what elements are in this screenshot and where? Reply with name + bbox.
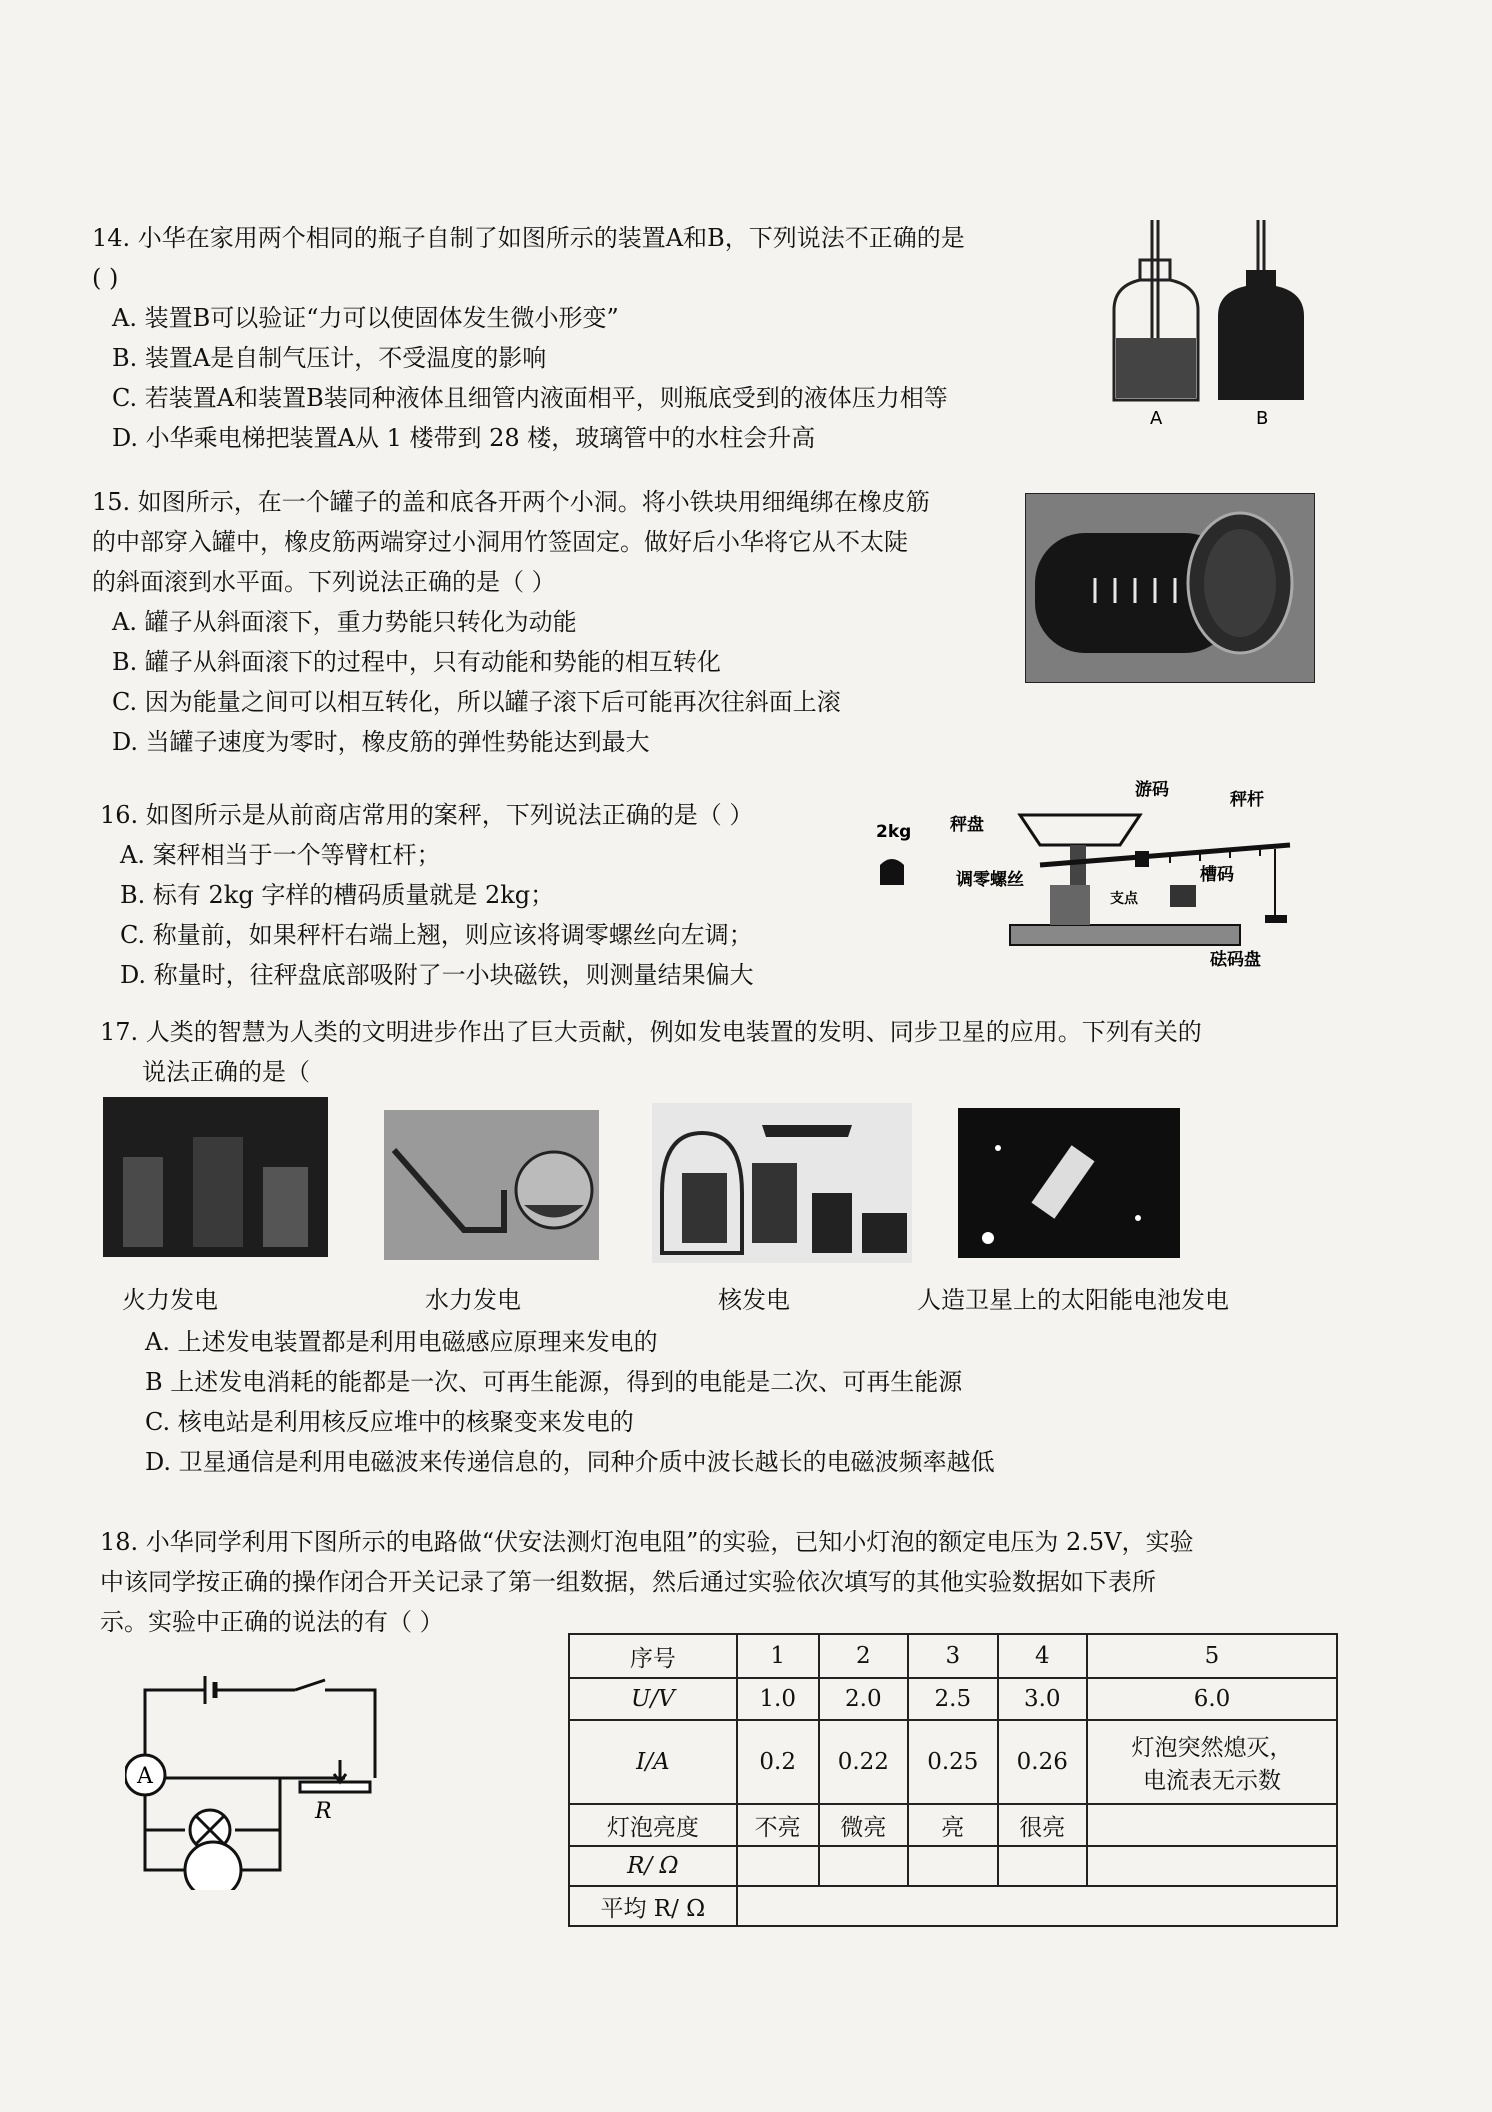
caption-hydro-power: 水力发电	[425, 1286, 521, 1314]
q16-option-b: B. 标有 2kg 字样的槽码质量就是 2kg；	[120, 881, 555, 909]
table-cell: 2.5	[908, 1678, 997, 1720]
caption-solar-satellite: 人造卫星上的太阳能电池发电	[917, 1286, 1229, 1314]
ammeter-label: A	[137, 1764, 153, 1789]
i5-line-1: 灯泡突然熄灭，	[1131, 1735, 1293, 1761]
voltmeter-icon	[185, 1842, 241, 1890]
table-cell: 1	[737, 1634, 819, 1678]
q16-option-d: D. 称量时，往秤盘底部吸附了一小块磁铁，则测量结果偏大	[120, 961, 754, 989]
q14-stem: 14. 小华在家用两个相同的瓶子自制了如图所示的装置A和B，下列说法不正确的是	[92, 224, 965, 252]
q14-option-c: C. 若装置A和装置B装同种液体且细管内液面相平，则瓶底受到的液体压力相等	[112, 384, 948, 412]
table-cell	[998, 1846, 1087, 1886]
rheostat-icon	[300, 1782, 370, 1792]
solar-satellite-photo	[958, 1108, 1180, 1258]
label-beam: 秤杆	[1230, 790, 1264, 810]
table-cell: I/A	[569, 1720, 737, 1804]
q14-option-a: A. 装置B可以验证“力可以使固体发生微小形变”	[112, 304, 619, 332]
circuit-diagram	[125, 1670, 395, 1890]
bottles-figure	[1100, 210, 1320, 430]
table-cell	[1087, 1720, 1337, 1804]
label-fulcrum: 支点	[1110, 891, 1138, 907]
caption-nuclear-power: 核发电	[718, 1286, 790, 1314]
table-row	[569, 1804, 1337, 1846]
table-row	[569, 1846, 1337, 1886]
q15-option-b: B. 罐子从斜面滚下的过程中，只有动能和势能的相互转化	[112, 648, 721, 676]
q17-stem-line-1: 17. 人类的智慧为人类的文明进步作出了巨大贡献，例如发电装置的发明、同步卫星的应用。下列有关的	[100, 1018, 1202, 1046]
table-cell: 3.0	[998, 1678, 1087, 1720]
question-16	[100, 795, 754, 995]
table-cell: U/V	[569, 1678, 737, 1720]
q17-option-b: B 上述发电消耗的能都是一次、可再生能源，得到的电能是二次、可再生能源	[145, 1368, 963, 1396]
table-cell: 平均 R/ Ω	[569, 1886, 737, 1926]
q15-stem-line-1: 15. 如图所示，在一个罐子的盖和底各开两个小洞。将小铁块用细绳绑在橡皮筋	[92, 488, 930, 516]
question-18	[100, 1522, 1193, 1642]
table-cell: 0.26	[998, 1720, 1087, 1804]
question-15	[92, 482, 930, 762]
table-cell: 亮	[908, 1804, 997, 1846]
q15-option-d: D. 当罐子速度为零时，橡皮筋的弹性势能达到最大	[112, 728, 650, 756]
weight-2kg-label: 2kg	[876, 822, 912, 842]
label-zero-screw: 调零螺丝	[956, 870, 1024, 890]
table-cell: 2	[819, 1634, 908, 1678]
label-pan: 秤盘	[950, 815, 984, 835]
bottle-a-label: A	[1150, 408, 1163, 429]
table-row	[569, 1678, 1337, 1720]
thermal-power-photo	[103, 1097, 328, 1257]
table-cell: 很亮	[998, 1804, 1087, 1846]
q17-option-a: A. 上述发电装置都是利用电磁感应原理来发电的	[145, 1328, 658, 1356]
q16-option-c: C. 称量前，如果秤杆右端上翘，则应该将调零螺丝向左调；	[120, 921, 753, 949]
slot-weight-icon	[880, 859, 904, 885]
table-cell: 0.22	[819, 1720, 908, 1804]
table-cell	[1087, 1804, 1337, 1846]
q14-bracket: ( )	[92, 264, 119, 292]
table-cell: 0.25	[908, 1720, 997, 1804]
table-cell	[737, 1846, 819, 1886]
table-cell: 5	[1087, 1634, 1337, 1678]
q14-option-d: D. 小华乘电梯把装置A从 1 楼带到 28 楼，玻璃管中的水柱会升高	[112, 424, 816, 452]
table-row	[569, 1886, 1337, 1926]
table-cell: 1.0	[737, 1678, 819, 1720]
table-cell: R/ Ω	[569, 1846, 737, 1886]
bottle-b-label: B	[1256, 408, 1269, 429]
i5-line-2: 电流表无示数	[1143, 1768, 1281, 1794]
rheostat-label: R	[315, 1799, 332, 1824]
table-row	[569, 1720, 1337, 1804]
table-cell: 2.0	[819, 1678, 908, 1720]
table-cell	[908, 1846, 997, 1886]
table-cell	[737, 1886, 1337, 1926]
q16-stem: 16. 如图所示是从前商店常用的案秤，下列说法正确的是（ ）	[100, 801, 754, 829]
q15-option-c: C. 因为能量之间可以相互转化，所以罐子滚下后可能再次往斜面上滚	[112, 688, 841, 716]
question-17	[100, 1012, 1202, 1092]
table-cell: 6.0	[1087, 1678, 1337, 1720]
q17-stem-line-2: 说法正确的是（	[142, 1058, 310, 1086]
table-cell: 微亮	[819, 1804, 908, 1846]
q17-options	[125, 1322, 995, 1482]
q17-option-d: D. 卫星通信是利用电磁波来传递信息的，同种介质中波长越长的电磁波频率越低	[145, 1448, 995, 1476]
label-weight-pan: 砝码盘	[1210, 950, 1261, 970]
q15-option-a: A. 罐子从斜面滚下，重力势能只转化为动能	[112, 608, 577, 636]
table-cell	[819, 1846, 908, 1886]
question-14	[92, 218, 965, 458]
table-cell: 灯泡亮度	[569, 1804, 737, 1846]
table-cell: 0.2	[737, 1720, 819, 1804]
q15-stem-line-2: 的中部穿入罐中，橡皮筋两端穿过小洞用竹签固定。做好后小华将它从不太陡	[92, 528, 908, 556]
label-rider: 游码	[1135, 780, 1169, 800]
q16-option-a: A. 案秤相当于一个等臂杠杆；	[120, 841, 441, 869]
q15-stem-line-3: 的斜面滚到水平面。下列说法正确的是（ ）	[92, 568, 556, 596]
platform-scale-figure	[870, 775, 1310, 975]
table-row	[569, 1634, 1337, 1678]
hydro-power-photo	[384, 1110, 599, 1260]
label-slot-weight: 槽码	[1200, 865, 1234, 885]
q14-option-b: B. 装置A是自制气压计，不受温度的影响	[112, 344, 547, 372]
q18-stem-line-1: 18. 小华同学利用下图所示的电路做“伏安法测灯泡电阻”的实验，已知小灯泡的额定电压为 2.5V，实验	[100, 1528, 1194, 1556]
nuclear-power-diagram	[652, 1103, 912, 1263]
rolling-can-photo	[1025, 493, 1315, 683]
q18-stem-line-3: 示。实验中正确的说法的有（ ）	[100, 1608, 444, 1636]
table-cell	[1087, 1846, 1337, 1886]
data-table	[568, 1633, 1338, 1927]
q18-stem-line-2: 中该同学按正确的操作闭合开关记录了第一组数据，然后通过实验依次填写的其他实验数据如下表所	[100, 1568, 1156, 1596]
caption-thermal-power: 火力发电	[122, 1286, 218, 1314]
table-cell: 序号	[569, 1634, 737, 1678]
q17-option-c: C. 核电站是利用核反应堆中的核聚变来发电的	[145, 1408, 634, 1436]
table-cell: 不亮	[737, 1804, 819, 1846]
table-cell: 4	[998, 1634, 1087, 1678]
table-cell: 3	[908, 1634, 997, 1678]
